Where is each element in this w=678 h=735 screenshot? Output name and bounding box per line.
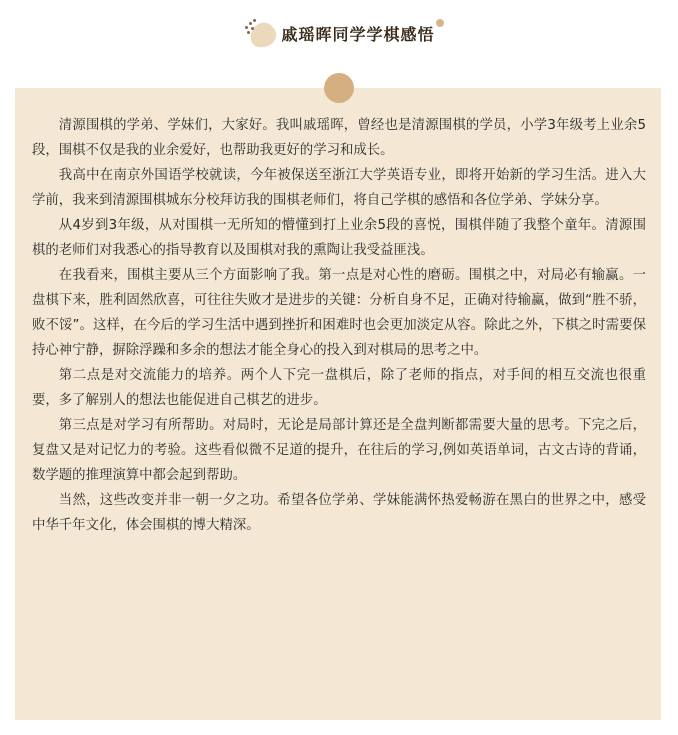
page-title-text: 戚瑶晖同学学棋感悟 xyxy=(281,24,435,44)
paragraph-2: 我高中在南京外国语学校就读，今年被保送至浙江大学英语专业，即将开始新的学习生活。进入大学前，我来到清源围棋城东分校拜访我的围棋老师们，将自己学棋的感悟和各位学弟、学妹分享。 xyxy=(32,168,646,208)
article-text xyxy=(32,113,646,538)
paragraph-5: 第二点是对交流能力的培养。两个人下完一盘棋后，除了老师的指点，对手间的相互交流也很重要，多了解别人的想法也能促进自己棋艺的进步。 xyxy=(32,368,646,408)
paragraph-7: 当然，这些改变并非一朝一夕之功。希望各位学弟、学妹能满怀热爱畅游在黑白的世界之中，感受中华千年文化，体会围棋的博大精深。 xyxy=(32,493,646,533)
beige-blob-icon xyxy=(243,17,277,49)
title-accent-dot xyxy=(436,19,444,27)
paragraph-4: 在我看来，围棋主要从三个方面影响了我。第一点是对心性的磨砺。围棋之中，对局必有输赢。一盘棋下来，胜利固然欣喜，可往往失败才是进步的关键：分析自身不足，正确对待输赢，做到“胜不骄，败不馁”。这样，在今后的学习生活中遇到挫折和困难时也会更加淡定从容。除此之外，下棋之时需要保持心神宁静，摒除浮躁和多余的想法才能全身心的投入到对棋局的思考之中。 xyxy=(32,268,646,358)
page-title xyxy=(281,22,434,45)
paragraph-3: 从4岁到3年级，从对围棋一无所知的懵懂到打上业余5段的喜悦，围棋伴随了我整个童年。清源围棋的老师们对我悉心的指导教育以及围棋对我的熏陶让我受益匪浅。 xyxy=(32,218,646,258)
title-row xyxy=(0,16,678,50)
article-header xyxy=(0,0,678,60)
paragraph-6: 第三点是对学习有所帮助。对局时，无论是局部计算还是全盘判断都需要大量的思考。下完之后，复盘又是对记忆力的考验。这些看似微不足道的提升，在往后的学习,例如英语单词，古文古诗的背诵，数学题的推理演算中都会起到帮助。 xyxy=(32,418,646,483)
tan-circle-decoration xyxy=(324,73,354,103)
article-body-panel xyxy=(15,88,661,720)
paragraph-1: 清源围棋的学弟、学妹们，大家好。我叫戚瑶晖，曾经也是清源围棋的学员，小学3年级考上业余5段，围棋不仅是我的业余爱好，也帮助我更好的学习和成长。 xyxy=(32,118,646,158)
